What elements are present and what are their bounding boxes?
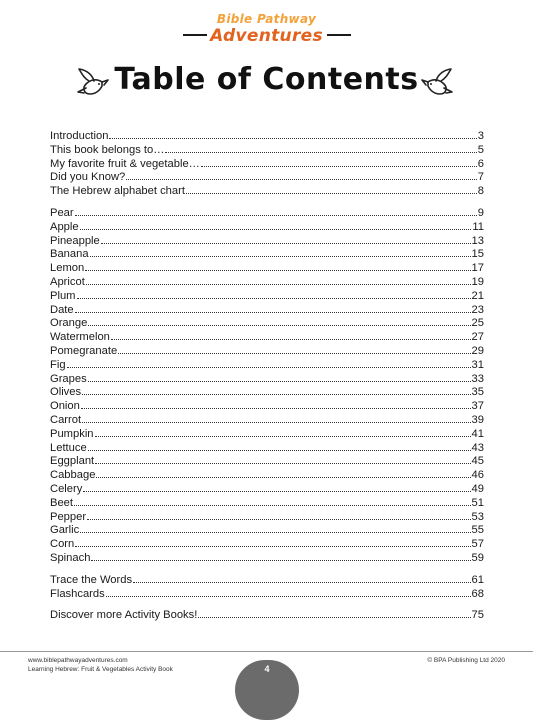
toc-entry-page: 53	[471, 510, 484, 523]
dot-leader	[88, 380, 471, 382]
toc-entry[interactable]	[50, 588, 484, 602]
toc-entry-page: 15	[471, 248, 484, 261]
toc-entry[interactable]	[50, 331, 484, 345]
title-row	[0, 62, 533, 102]
dot-leader	[81, 407, 471, 409]
toc-entry-page: 51	[471, 496, 484, 509]
toc-entry-label: Fig	[50, 358, 66, 371]
toc-entry-page: 55	[471, 524, 484, 537]
toc-entry[interactable]	[50, 483, 484, 497]
toc-entry-label: Garlic	[50, 524, 80, 537]
toc-entry-label: Beet	[50, 496, 74, 509]
footer-copyright: © BPA Publishing Ltd 2020	[427, 657, 505, 664]
dot-leader	[67, 366, 471, 368]
toc-entry[interactable]	[50, 538, 484, 552]
toc-entry-page: 31	[471, 358, 484, 371]
toc-entry[interactable]	[50, 158, 484, 172]
toc-entry-page: 13	[471, 234, 484, 247]
footer-info	[28, 657, 173, 674]
toc-entry-page: 7	[477, 171, 484, 184]
dot-leader	[90, 255, 471, 257]
toc-entry[interactable]	[50, 207, 484, 221]
dot-leader	[111, 338, 471, 340]
toc-entry-page: 75	[471, 609, 484, 622]
toc-entry-label: Apricot	[50, 275, 85, 288]
toc-entry-label: Pineapple	[50, 234, 100, 247]
toc-entry-page: 5	[477, 143, 484, 156]
toc-entry[interactable]	[50, 171, 484, 185]
toc-section	[50, 609, 484, 623]
dot-leader	[186, 192, 477, 194]
toc-entry-label: Apple	[50, 220, 79, 233]
dot-leader	[95, 462, 470, 464]
dot-leader	[109, 137, 476, 139]
toc-entry-page: 9	[477, 206, 484, 219]
toc-entry-label: Cabbage	[50, 469, 96, 482]
logo-text-top: Bible Pathway	[216, 12, 317, 26]
toc-entry[interactable]	[50, 317, 484, 331]
dot-leader	[198, 616, 470, 618]
toc-entry[interactable]	[50, 130, 484, 144]
toc-entry-page: 33	[471, 372, 484, 385]
toc-entry-label: Did you Know?	[50, 171, 126, 184]
toc-entry-label: Pear	[50, 206, 74, 219]
dot-leader	[126, 178, 477, 180]
toc-entry[interactable]	[50, 574, 484, 588]
toc-entry-label: Grapes	[50, 372, 87, 385]
dot-leader	[118, 352, 470, 354]
toc-entry[interactable]	[50, 524, 484, 538]
toc-entry-label: Eggplant	[50, 455, 95, 468]
toc-entry-page: 37	[471, 400, 484, 413]
toc-entry[interactable]	[50, 414, 484, 428]
toc-entry-label: Lettuce	[50, 441, 87, 454]
toc-entry-page: 25	[471, 317, 484, 330]
toc-entry-page: 46	[471, 469, 484, 482]
toc-entry-label: My favorite fruit & vegetable…	[50, 157, 200, 170]
logo-text-main: Adventures	[210, 26, 323, 46]
dot-leader	[88, 449, 471, 451]
footer-website[interactable]: www.biblepathwayadventures.com	[28, 657, 128, 664]
dot-leader	[74, 504, 471, 506]
dot-leader	[96, 476, 470, 478]
dot-leader	[80, 228, 472, 230]
toc-entry-label: Onion	[50, 400, 80, 413]
toc-entry[interactable]	[50, 442, 484, 456]
toc-entry-label: Date	[50, 303, 74, 316]
toc-entry-label: This book belongs to…	[50, 143, 165, 156]
publisher-logo	[0, 10, 533, 52]
toc-entry-label: Orange	[50, 317, 88, 330]
dot-leader	[83, 490, 470, 492]
toc-entry[interactable]	[50, 552, 484, 566]
toc-entry-page: 8	[477, 185, 484, 198]
toc-entry-label: Pumpkin	[50, 427, 94, 440]
page-title: Table of Contents	[114, 62, 419, 97]
toc-entry[interactable]	[50, 511, 484, 525]
footer-book-title: Learning Hebrew: Fruit & Vegetables Activity Book	[28, 665, 173, 673]
dot-leader	[87, 518, 470, 520]
dot-leader	[75, 214, 477, 216]
dot-leader	[101, 242, 471, 244]
toc-entry-label: Flashcards	[50, 587, 105, 600]
table-of-contents	[50, 130, 484, 631]
toc-entry-page: 68	[471, 587, 484, 600]
toc-entry-label: Trace the Words	[50, 573, 133, 586]
toc-entry-page: 49	[471, 482, 484, 495]
toc-entry[interactable]	[50, 185, 484, 199]
toc-entry-label: Corn	[50, 538, 75, 551]
toc-entry-page: 23	[471, 303, 484, 316]
toc-entry-label: Discover more Activity Books!	[50, 609, 198, 622]
toc-entry-label: Banana	[50, 248, 89, 261]
toc-entry[interactable]	[50, 221, 484, 235]
toc-section	[50, 207, 484, 566]
page-number: 4	[264, 664, 270, 674]
toc-entry-label: Pomegranate	[50, 344, 118, 357]
toc-entry[interactable]	[50, 345, 484, 359]
dot-leader	[201, 165, 477, 167]
dot-leader	[91, 559, 470, 561]
dot-leader	[106, 595, 471, 597]
toc-entry-label: Olives	[50, 386, 82, 399]
dot-leader	[75, 545, 470, 547]
toc-entry-page: 59	[471, 551, 484, 564]
toc-entry-label: Carrot	[50, 413, 82, 426]
toc-entry-page: 43	[471, 441, 484, 454]
toc-entry-label: The Hebrew alphabet chart	[50, 185, 185, 198]
dot-leader	[85, 269, 470, 271]
toc-entry-page: 3	[477, 130, 484, 142]
toc-entry[interactable]	[50, 290, 484, 304]
toc-entry-page: 29	[471, 344, 484, 357]
dot-leader	[86, 283, 471, 285]
toc-entry[interactable]	[50, 609, 484, 623]
dot-leader	[77, 297, 471, 299]
toc-entry[interactable]	[50, 359, 484, 373]
dot-leader	[75, 311, 471, 313]
toc-entry[interactable]	[50, 262, 484, 276]
toc-entry-page: 19	[471, 275, 484, 288]
toc-entry-label: Lemon	[50, 262, 85, 275]
dot-leader	[82, 393, 470, 395]
toc-entry-page: 11	[472, 220, 484, 233]
dot-leader	[165, 151, 476, 153]
dot-leader	[95, 435, 471, 437]
toc-entry-page: 35	[471, 386, 484, 399]
toc-entry-page: 61	[471, 573, 484, 586]
toc-entry-label: Introduction	[50, 130, 109, 142]
toc-entry[interactable]	[50, 276, 484, 290]
toc-entry-page: 21	[471, 289, 484, 302]
toc-entry-page: 45	[471, 455, 484, 468]
dot-leader	[88, 324, 470, 326]
toc-entry[interactable]	[50, 373, 484, 387]
toc-entry[interactable]	[50, 455, 484, 469]
toc-entry-page: 27	[471, 331, 484, 344]
toc-entry[interactable]	[50, 248, 484, 262]
toc-section	[50, 574, 484, 602]
toc-entry-label: Watermelon	[50, 331, 110, 344]
toc-entry[interactable]	[50, 235, 484, 249]
toc-entry[interactable]	[50, 469, 484, 483]
dot-leader	[80, 531, 470, 533]
toc-entry-page: 6	[477, 157, 484, 170]
dove-icon	[418, 64, 458, 100]
toc-entry[interactable]	[50, 497, 484, 511]
toc-entry[interactable]	[50, 304, 484, 318]
toc-entry-label: Plum	[50, 289, 76, 302]
toc-entry[interactable]	[50, 428, 484, 442]
toc-entry[interactable]	[50, 144, 484, 158]
toc-entry[interactable]	[50, 386, 484, 400]
toc-entry-page: 17	[471, 262, 484, 275]
toc-entry-label: Celery	[50, 482, 83, 495]
dot-leader	[133, 581, 470, 583]
toc-entry[interactable]	[50, 400, 484, 414]
footer-divider	[0, 651, 533, 652]
dot-leader	[82, 421, 470, 423]
toc-entry-label: Spinach	[50, 551, 91, 564]
toc-entry-page: 57	[471, 538, 484, 551]
toc-entry-label: Pepper	[50, 510, 87, 523]
toc-section	[50, 130, 484, 199]
toc-entry-page: 39	[471, 413, 484, 426]
toc-entry-page: 41	[471, 427, 484, 440]
